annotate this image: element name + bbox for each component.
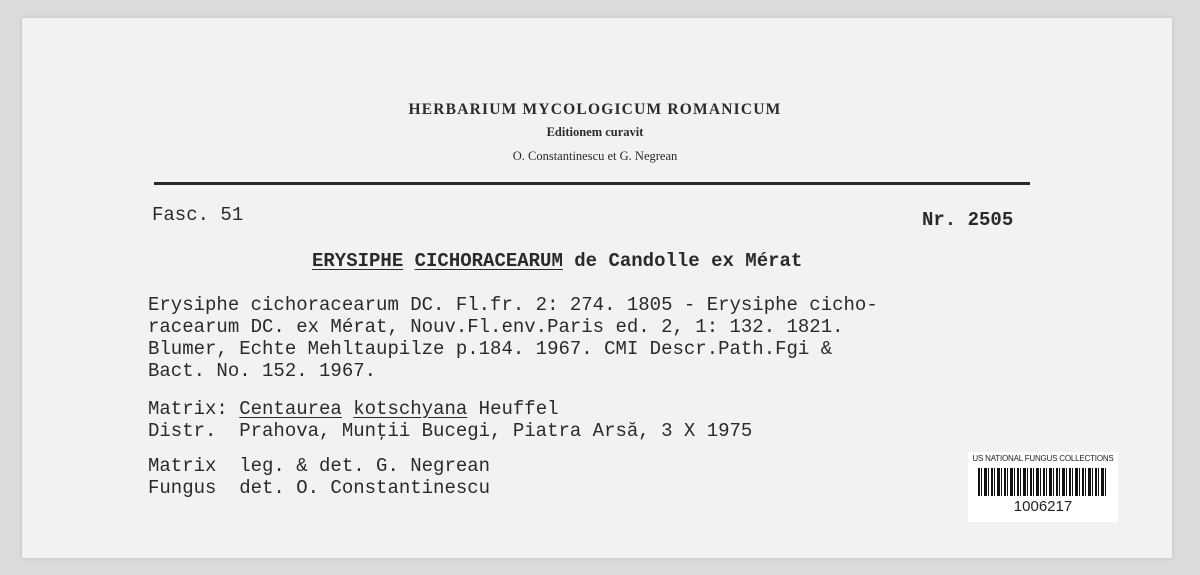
- barcode-number: 1006217: [1013, 498, 1073, 515]
- species-genus: ERYSIPHE: [312, 250, 404, 272]
- edition-subtitle: Editionem curavit: [546, 125, 644, 139]
- species-name: [312, 250, 802, 272]
- synonymy-block: [148, 294, 878, 382]
- matrix-label: Matrix:: [148, 398, 240, 420]
- collector-line: [148, 455, 490, 477]
- determiner-label: Fungus: [148, 477, 240, 499]
- determiner-text: det. O. Constantinescu: [239, 477, 491, 499]
- barcode-collection-label: US NATIONAL FUNGUS COLLECTIONS: [972, 454, 1114, 463]
- fascicle-number: Fasc. 51: [152, 204, 244, 226]
- header-rule: [154, 182, 1030, 185]
- synonymy-line: Erysiphe cichoracearum DC. Fl.fr. 2: 274. 1805 - Erysiphe cicho-: [148, 294, 878, 316]
- determiner-line: [148, 477, 490, 499]
- editors: O. Constantinescu et G. Negrean: [512, 149, 678, 163]
- species-epithet: CICHORACEARUM: [414, 250, 563, 272]
- host-authority: Heuffel: [467, 398, 559, 420]
- distribution-line: [148, 420, 752, 442]
- synonymy-line: racearum DC. ex Mérat, Nouv.Fl.env.Paris ed. 2, 1: 132. 1821.: [148, 316, 844, 338]
- distr-text: Prahova, Munţii Bucegi, Piatra Arsă, 3 X 1975: [239, 420, 753, 442]
- matrix-line: [148, 398, 752, 420]
- synonymy-line: Bact. No. 152. 1967.: [148, 360, 377, 382]
- species-authority: de Candolle ex Mérat: [562, 250, 803, 272]
- herbarium-title: HERBARIUM MYCOLOGICUM ROMANICUM: [408, 101, 782, 118]
- collector-label: Matrix: [148, 455, 240, 477]
- collector-text: leg. & det. G. Negrean: [239, 455, 491, 477]
- barcode-icon: [978, 468, 1108, 496]
- collector-block: [148, 455, 490, 499]
- specimen-number: Nr. 2505: [922, 209, 1014, 231]
- synonymy-line: Blumer, Echte Mehltaupilze p.184. 1967. CMI Descr.Path.Fgi &: [148, 338, 833, 360]
- barcode-sticker: [968, 452, 1118, 522]
- distr-label: Distr.: [148, 420, 240, 442]
- host-epithet: kotschyana: [353, 398, 468, 420]
- matrix-block: [148, 398, 752, 442]
- host-genus: Centaurea: [239, 398, 342, 420]
